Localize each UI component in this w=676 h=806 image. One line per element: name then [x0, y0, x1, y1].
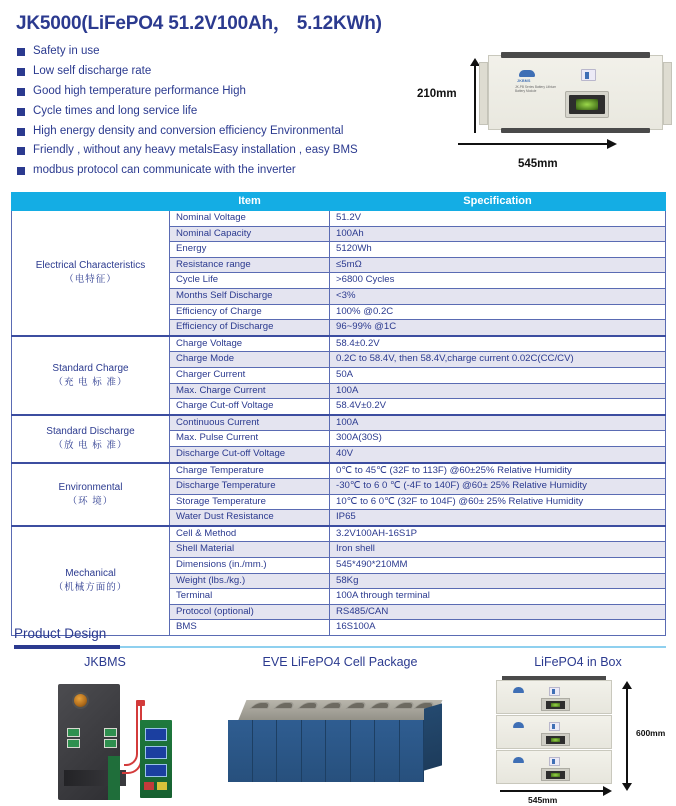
cell-unit	[375, 720, 400, 782]
copper-coil-icon	[72, 692, 89, 709]
category-label-cn: （放 电 标 准）	[53, 439, 128, 451]
row-item: Max. Pulse Current	[170, 431, 330, 447]
category-mechanical	[12, 526, 170, 636]
category-electrical	[12, 211, 170, 336]
certification-badge-icon	[581, 69, 596, 81]
table-body	[12, 211, 666, 636]
row-item: Cycle Life	[170, 273, 330, 289]
row-value: 50A	[330, 367, 666, 383]
row-item: Nominal Capacity	[170, 226, 330, 242]
feature-text: Cycle times and long service life	[33, 104, 198, 117]
feature-text: High energy density and conversion efficiency Environmental	[33, 124, 344, 137]
hero-height-label: 210mm	[417, 88, 457, 100]
table-row	[12, 463, 666, 479]
lcd-readout	[546, 771, 565, 779]
busbar-icon	[345, 702, 369, 709]
terminal-pad	[104, 728, 117, 737]
row-item: Charge Temperature	[170, 463, 330, 479]
cell-unit	[326, 720, 351, 782]
list-item	[17, 143, 417, 157]
lifepo4-box-stack-image	[490, 676, 676, 806]
cloud-logo-icon	[513, 757, 524, 763]
category-standard-charge	[12, 336, 170, 415]
mounting-ear-right	[663, 62, 672, 125]
lcd-display	[541, 733, 570, 746]
hero-width-label: 545mm	[518, 158, 558, 170]
cable-plug-icon	[136, 700, 145, 706]
row-value: 51.2V	[330, 211, 666, 227]
cloud-logo-icon	[519, 68, 535, 78]
category-label-cn: （电特征）	[64, 274, 117, 286]
pcb-window	[145, 746, 167, 759]
feature-text: Safety in use	[33, 45, 100, 57]
heading-underline-light	[120, 646, 666, 648]
list-item	[17, 64, 417, 78]
row-value: 545*490*210MM	[330, 558, 666, 574]
terminal-pad	[104, 739, 117, 748]
row-value: 16S100A	[330, 620, 666, 636]
header-blank	[12, 193, 170, 211]
product-design-heading: Product Design	[14, 626, 107, 641]
row-item: Discharge Cut-off Voltage	[170, 446, 330, 462]
cells-side-face	[424, 703, 442, 770]
table-row	[12, 211, 666, 227]
row-item: Charger Current	[170, 367, 330, 383]
feature-text: modbus protocol can communicate with the inverter	[33, 164, 296, 177]
jkbms-board-image	[52, 682, 180, 804]
eve-cell-package-image	[228, 700, 452, 800]
unit-bottom-rail	[501, 128, 650, 133]
certification-badge-icon	[549, 757, 560, 766]
row-item: Dimensions (in./mm.)	[170, 558, 330, 574]
header-specification: Specification	[330, 193, 666, 211]
stack-width-label: 545mm	[528, 795, 558, 805]
list-item	[17, 44, 417, 58]
bullet-square-icon	[17, 48, 25, 56]
row-item: Months Self Discharge	[170, 288, 330, 304]
row-item: Discharge Temperature	[170, 479, 330, 495]
table-row	[12, 336, 666, 352]
row-item: Efficiency of Discharge	[170, 320, 330, 336]
battery-box-unit	[496, 750, 612, 784]
lcd-readout	[546, 701, 565, 709]
category-label-en: Environmental	[58, 481, 123, 493]
row-value: 58.4±0.2V	[330, 336, 666, 352]
brand-sublabel: JK-PB Series Battery Lithium Battery Module	[515, 85, 557, 94]
hero-product-image	[400, 40, 676, 190]
bms-display-pcb	[140, 720, 172, 798]
row-item: Terminal	[170, 589, 330, 605]
row-item: BMS	[170, 620, 330, 636]
row-item: Max. Charge Current	[170, 383, 330, 399]
list-item	[17, 124, 417, 138]
row-item: Water Dust Resistance	[170, 510, 330, 526]
certification-badge-icon	[549, 687, 560, 696]
lcd-readout	[576, 99, 598, 109]
pcb-window	[145, 764, 167, 777]
lcd-display	[541, 698, 570, 711]
row-value: 40V	[330, 446, 666, 462]
battery-box-unit	[496, 680, 612, 714]
row-value: 58Kg	[330, 573, 666, 589]
row-item: Charge Cut-off Voltage	[170, 399, 330, 415]
bullet-square-icon	[17, 88, 25, 96]
category-standard-discharge	[12, 415, 170, 463]
height-dimension-arrow-icon	[474, 65, 476, 133]
category-label-cn: （充 电 标 准）	[53, 376, 128, 388]
feature-text: Good high temperature performance High	[33, 84, 246, 97]
category-label-en: Mechanical	[65, 568, 116, 580]
row-item: Energy	[170, 242, 330, 258]
cell-unit	[400, 720, 425, 782]
row-value: 3.2V100AH-16S1P	[330, 526, 666, 542]
certification-badge-icon	[549, 722, 560, 731]
row-value: ≤5mΩ	[330, 257, 666, 273]
feature-text: Friendly , without any heavy metalsEasy installation , easy BMS	[33, 144, 358, 157]
stack-height-label: 600mm	[636, 728, 666, 738]
category-environmental	[12, 463, 170, 526]
unit-top-rail	[501, 52, 650, 58]
row-item: Charge Mode	[170, 352, 330, 368]
cell-unit	[228, 720, 253, 782]
cloud-logo-icon	[513, 722, 524, 728]
battery-box-unit	[496, 715, 612, 749]
category-label-en: Standard Charge	[52, 362, 129, 374]
width-dimension-arrow-icon	[458, 143, 608, 145]
category-label-en: Standard Discharge	[46, 425, 135, 437]
stack-width-arrow-icon	[500, 790, 604, 792]
cells-top-face	[238, 700, 443, 722]
caption-cell-package: EVE LiFePO4 Cell Package	[262, 655, 418, 669]
connector-cable-icon	[124, 704, 138, 766]
pcb-chip-red	[144, 782, 154, 790]
cell-unit	[253, 720, 278, 782]
category-label-cn: （环 境）	[67, 495, 114, 507]
cell-unit	[302, 720, 327, 782]
row-item: Shell Material	[170, 542, 330, 558]
row-value: Iron shell	[330, 542, 666, 558]
row-item: Continuous Current	[170, 415, 330, 431]
cells-front-face	[228, 720, 424, 782]
row-item: Resistance range	[170, 257, 330, 273]
pcb-chip-yellow	[157, 782, 167, 790]
lcd-display	[541, 768, 570, 781]
caption-lifepo4-in-box: LiFePO4 in Box	[534, 655, 622, 669]
bullet-square-icon	[17, 68, 25, 76]
row-value: 10℃ to 6 0℃ (32F to 104F) @60± 25% Relative Humidity	[330, 494, 666, 510]
page-title: JK5000(LiFePO4 51.2V100Ah， 5.12KWh)	[16, 13, 382, 34]
specification-table	[11, 192, 666, 636]
heading-underline-dark	[14, 645, 120, 649]
row-value: RS485/CAN	[330, 604, 666, 620]
row-value: 100A through terminal	[330, 589, 666, 605]
busbar-icon	[321, 702, 345, 709]
row-value: 96~99% @1C	[330, 320, 666, 336]
busbar-icon	[273, 702, 297, 709]
category-label-en: Electrical Characteristics	[35, 260, 146, 272]
table-row	[12, 526, 666, 542]
busbar-icon	[297, 702, 321, 709]
header-item: Item	[170, 193, 330, 211]
list-item	[17, 104, 417, 118]
bullet-square-icon	[17, 108, 25, 116]
row-value: 100A	[330, 415, 666, 431]
bullet-square-icon	[17, 128, 25, 136]
list-item	[17, 84, 417, 98]
category-label-cn: （机械方面的）	[53, 582, 128, 594]
mounting-ear-left	[479, 62, 488, 125]
row-value: 100% @0.2C	[330, 304, 666, 320]
bullet-square-icon	[17, 167, 25, 175]
row-value: 300A(30S)	[330, 431, 666, 447]
list-item	[17, 163, 417, 177]
terminal-pad	[67, 739, 80, 748]
feature-text: Low self discharge rate	[33, 64, 152, 77]
cloud-logo-icon	[513, 687, 524, 693]
lcd-display	[565, 91, 609, 118]
row-value: 100A	[330, 383, 666, 399]
row-item: Protocol (optional)	[170, 604, 330, 620]
battery-unit-graphic	[488, 55, 663, 130]
lcd-readout	[546, 736, 565, 744]
row-item: Nominal Voltage	[170, 211, 330, 227]
row-item: Cell & Method	[170, 526, 330, 542]
cell-unit	[277, 720, 302, 782]
board-green-edge	[108, 756, 120, 800]
row-value: 0℃ to 45℃ (32F to 113F) @60±25% Relative Humidity	[330, 463, 666, 479]
terminal-pad	[67, 728, 80, 737]
row-item: Weight (lbs./kg.)	[170, 573, 330, 589]
row-value: 100Ah	[330, 226, 666, 242]
row-value: >6800 Cycles	[330, 273, 666, 289]
stack-height-arrow-icon	[626, 688, 628, 784]
table-header-row	[12, 193, 666, 211]
caption-jkbms: JKBMS	[84, 655, 126, 669]
row-value: <3%	[330, 288, 666, 304]
bullet-square-icon	[17, 147, 25, 155]
feature-list	[17, 44, 417, 183]
row-value: 0.2C to 58.4V, then 58.4V,charge current 0.02C(CC/CV)	[330, 352, 666, 368]
cell-unit	[351, 720, 376, 782]
row-item: Efficiency of Charge	[170, 304, 330, 320]
row-value: -30℃ to 6 0 ℃ (-4F to 140F) @60± 25% Relative Humidity	[330, 479, 666, 495]
row-item: Storage Temperature	[170, 494, 330, 510]
row-value: 5120Wh	[330, 242, 666, 258]
row-value: 58.4V±0.2V	[330, 399, 666, 415]
row-value: IP65	[330, 510, 666, 526]
busbar-icon	[249, 702, 273, 709]
row-item: Charge Voltage	[170, 336, 330, 352]
pcb-window	[145, 728, 167, 741]
brand-label: JKBMS	[517, 79, 531, 83]
lcd-screen-inner	[569, 95, 605, 114]
busbar-icon	[369, 702, 393, 709]
table-row	[12, 415, 666, 431]
